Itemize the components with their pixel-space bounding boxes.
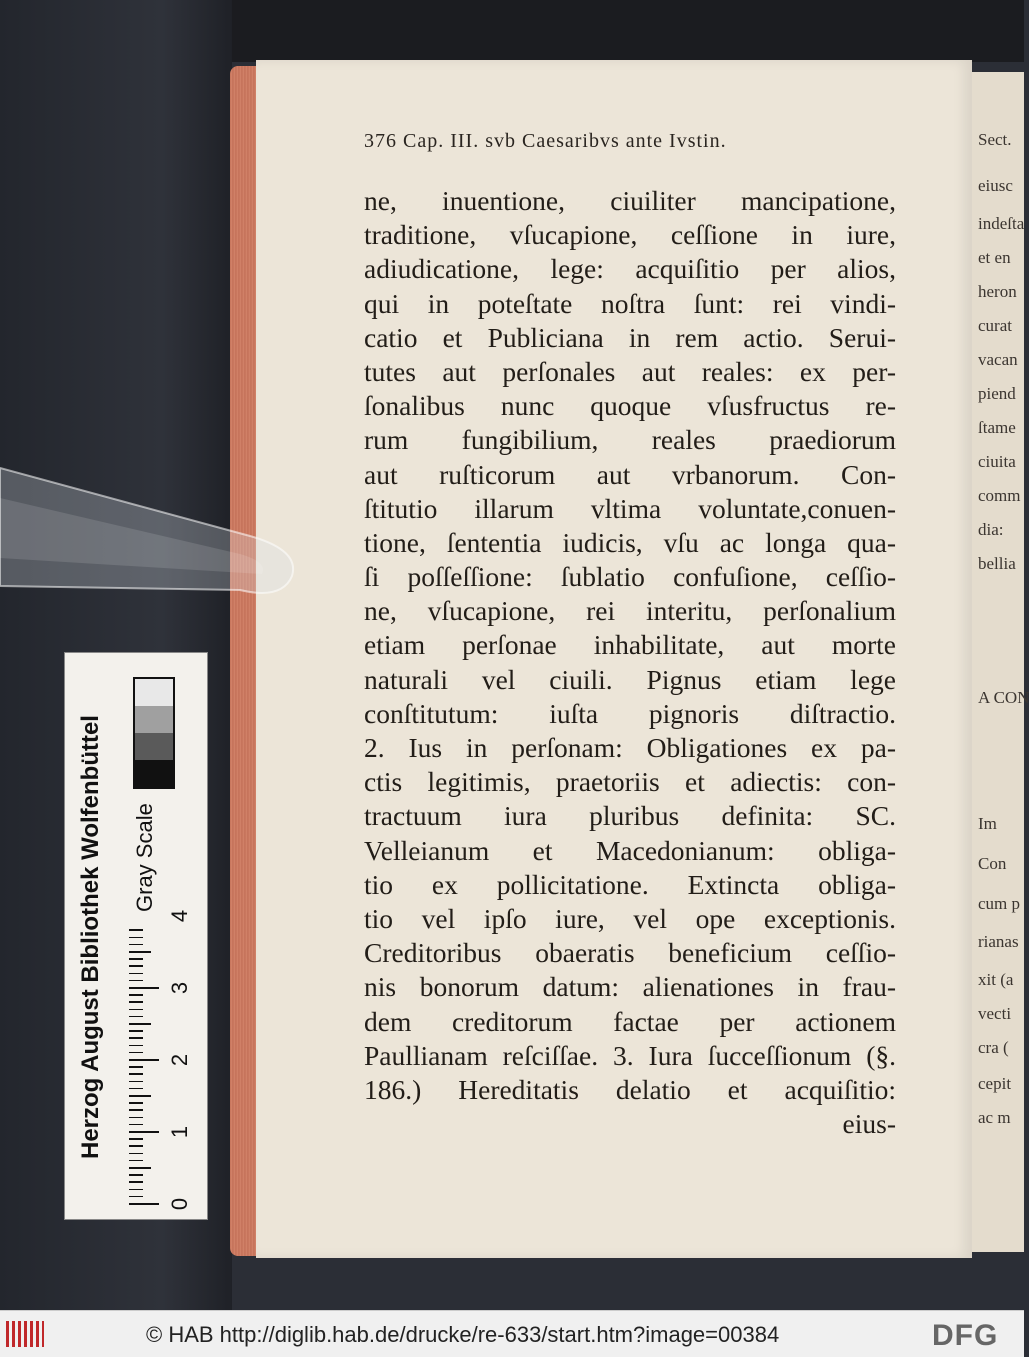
- ruler-tick: [129, 980, 143, 982]
- institution-label: Herzog August Bibliothek Wolfenbüttel: [77, 715, 104, 1159]
- ruler-tick: [129, 958, 143, 960]
- facing-page-text: curat: [978, 316, 1012, 335]
- ruler-tick: [129, 1066, 143, 1068]
- ruler-number: 3: [167, 981, 192, 995]
- text-line: naturali vel ciuili. Pignus etiam lege: [364, 663, 896, 695]
- ruler-tick: [129, 1160, 143, 1162]
- facing-page-text: vecti: [978, 1004, 1012, 1023]
- ruler-tick: [129, 1030, 143, 1032]
- ruler-tick: [129, 1109, 143, 1111]
- text-line: rum fungibilium, reales praediorum: [364, 424, 896, 456]
- text-line: tio vel ipſo iure, vel ope exceptionis.: [364, 902, 896, 934]
- copyright-link[interactable]: © HAB http://diglib.hab.de/drucke/re-633/start.htm?image=00384: [146, 1322, 780, 1347]
- text-line: 186.) Hereditatis delatio et acquiſitio:: [364, 1073, 896, 1105]
- ruler-tick: [129, 951, 151, 953]
- facing-page-text: Sect.: [978, 130, 1012, 149]
- ruler-tick: [129, 1073, 143, 1075]
- facing-page-text: cra (: [978, 1038, 1009, 1057]
- facing-page-text: bellia: [978, 554, 1016, 573]
- text-line: etiam perſonae inhabilitate, aut morte: [364, 629, 896, 661]
- ruler-tick: [129, 1102, 143, 1104]
- facing-page-text: dia:: [978, 520, 1004, 539]
- text-line: ſi poſſeſſione: ſublatio confuſione, ceſſio-: [364, 561, 896, 593]
- ruler-tick: [129, 1145, 143, 1147]
- text-line: catio et Publiciana in rem actio. Serui-: [364, 321, 896, 353]
- ruler-tick: [129, 1131, 159, 1133]
- text-line: tractuum iura pluribus definita: SC.: [364, 800, 896, 832]
- text-line: ſonalibus nunc quoque vſusfructus re-: [364, 390, 896, 422]
- ruler-number: 0: [167, 1197, 192, 1211]
- facing-page-text: eiusc: [978, 176, 1013, 195]
- facing-page-text: xit (a: [978, 970, 1014, 989]
- text-line: 2. Ius in perſonam: Obligationes ex pa-: [364, 732, 896, 763]
- facing-page-text: cum p: [978, 894, 1021, 913]
- ruler-tick: [129, 1016, 143, 1018]
- ruler-tick: [129, 1203, 159, 1205]
- ruler-tick: [129, 937, 143, 939]
- text-line: conſtitutum: iuſta pignoris diſtractio.: [364, 697, 896, 729]
- ruler-tick: [129, 1124, 143, 1126]
- ruler-tick: [129, 1088, 143, 1090]
- facing-page-text: heron: [978, 282, 1017, 301]
- scan-background-top: [232, 0, 1024, 62]
- text-line: ne, inuentione, ciuiliter mancipatione,: [364, 185, 896, 216]
- ruler-tick: [129, 987, 159, 989]
- ruler-tick: [129, 1153, 143, 1155]
- facing-page-text: ac m: [978, 1108, 1011, 1127]
- text-line: Velleianum et Macedonianum: obliga-: [364, 834, 896, 866]
- gray-swatch: [135, 760, 173, 787]
- gray-swatches: [133, 677, 175, 789]
- ruler-tick: [129, 1196, 143, 1198]
- dfg-logo: DFG: [932, 1319, 999, 1352]
- facing-page-text: indeſta: [978, 214, 1025, 233]
- text-line: ctis legitimis, praetoriis et adiectis: con-: [364, 766, 896, 798]
- ruler-tick: [129, 1023, 151, 1025]
- facing-page-text: rianas: [978, 932, 1019, 951]
- text-line: Creditoribus obaeratis beneficium ceſſio-: [364, 937, 896, 969]
- ruler-tick: [129, 1174, 143, 1176]
- footer-bar: [0, 1310, 1024, 1357]
- facing-page-text: vacan: [978, 350, 1018, 369]
- facing-page-text: ſtame: [978, 418, 1016, 437]
- ruler-tick: [129, 1009, 143, 1011]
- facing-page-text: et en: [978, 248, 1011, 267]
- text-line: nis bonorum datum: alienationes in frau-: [364, 971, 896, 1003]
- running-head: 376 Cap. III. svb Caesaribvs ante Ivstin.: [364, 130, 727, 152]
- ruler-tick: [129, 994, 143, 996]
- text-line: adiudicatione, lege: acquiſitio per alios,: [364, 253, 896, 285]
- facing-page-text: cepit: [978, 1074, 1012, 1093]
- ruler-tick: [129, 1059, 159, 1061]
- text-line: Paullianam reſciſſae. 3. Iura ſucceſſionum (§.: [364, 1039, 896, 1071]
- ruler-tick: [129, 973, 143, 975]
- ruler-tick: [129, 1081, 143, 1083]
- ruler-tick: [129, 929, 143, 931]
- ruler-tick: [129, 1138, 143, 1140]
- facing-page-text: comm: [978, 486, 1021, 505]
- ruler-number: 1: [167, 1125, 192, 1139]
- ruler-tick: [129, 1037, 143, 1039]
- ruler-number: 2: [167, 1053, 192, 1067]
- ruler-number: 4: [167, 909, 192, 923]
- gray-swatch: [135, 733, 173, 760]
- text-line: traditione, vſucapione, ceſſione in iure,: [364, 219, 896, 251]
- ruler-tick: [129, 1181, 143, 1183]
- ruler-tick: [129, 1052, 143, 1054]
- text-line: tutes aut perſonales aut reales: ex per-: [364, 355, 896, 387]
- ruler-tick: [129, 1001, 143, 1003]
- text-line: tio ex pollicitatione. Extincta obliga-: [364, 868, 896, 900]
- ruler-tick: [129, 965, 143, 967]
- text-line: dem creditorum factae per actionem: [364, 1005, 896, 1037]
- gray-scale-label: Gray Scale: [132, 803, 157, 913]
- page-body-text: [364, 184, 896, 1141]
- text-line: aut ruſticorum aut vrbanorum. Con-: [364, 458, 896, 490]
- facing-page-text: A CON: [978, 688, 1029, 707]
- text-line: qui in poteſtate noſtra ſunt: rei vindi-: [364, 287, 896, 319]
- ruler-tick: [129, 944, 143, 946]
- ruler-tick: [129, 1095, 151, 1097]
- facing-page-text: Im: [978, 814, 997, 833]
- gray-scale-card: [64, 652, 208, 1220]
- ruler: [129, 909, 201, 1211]
- gray-swatch: [135, 706, 173, 733]
- hab-logo-icon: [6, 1321, 44, 1347]
- facing-page-text: piend: [978, 384, 1016, 403]
- catchword: eius-: [842, 1108, 896, 1140]
- ruler-tick: [129, 1045, 143, 1047]
- facing-page-text: ciuita: [978, 452, 1016, 471]
- gray-swatch: [135, 679, 173, 706]
- text-line: ne, vſucapione, rei interitu, perſonalium: [364, 595, 896, 627]
- ruler-tick: [129, 1167, 151, 1169]
- text-line: ſtitutio illarum vltima voluntate,conuen-: [364, 492, 896, 524]
- ruler-tick: [129, 1189, 143, 1191]
- facing-page-text: Con: [978, 854, 1007, 873]
- ruler-tick: [129, 1117, 143, 1119]
- text-line: tione, ſententia iudicis, vſu ac longa qua-: [364, 526, 896, 558]
